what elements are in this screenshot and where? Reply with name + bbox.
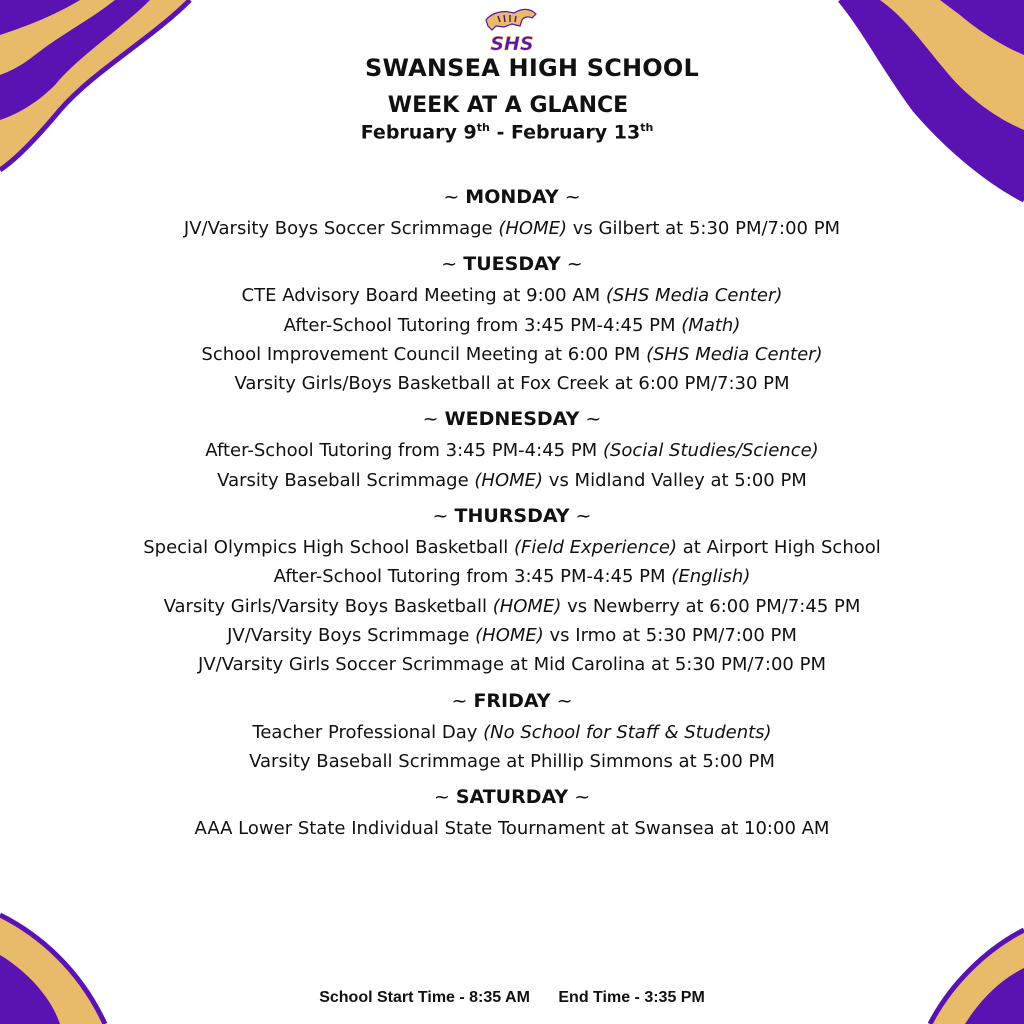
event-note: (Math) bbox=[681, 314, 741, 336]
event-text: JV/Varsity Boys Soccer Scrimmage bbox=[183, 218, 493, 239]
event-item bbox=[0, 369, 1024, 398]
date-start-suffix: th bbox=[476, 121, 490, 134]
event-text: Varsity Girls/Boys Basketball at Fox Creek at 6:00 PM/7:30 PM bbox=[234, 373, 790, 395]
event-text: JV/Varsity Girls Soccer Scrimmage at Mid Carolina at 5:30 PM/7:00 PM bbox=[198, 654, 826, 676]
event-item bbox=[0, 281, 1024, 310]
event-detail: at Airport High School bbox=[682, 537, 881, 559]
day-heading: ~ FRIDAY ~ bbox=[451, 689, 573, 712]
day-name: SATURDAY bbox=[455, 786, 569, 809]
day-wednesday bbox=[0, 406, 1024, 495]
day-tuesday bbox=[0, 251, 1024, 398]
day-name: FRIDAY bbox=[473, 689, 551, 712]
event-note: (HOME) bbox=[492, 595, 562, 617]
page-title: WEEK AT A GLANCE bbox=[387, 93, 629, 118]
event-item bbox=[0, 650, 1024, 679]
event-detail: vs Gilbert at 5:30 PM/7:00 PM bbox=[572, 218, 841, 239]
day-name: MONDAY bbox=[465, 186, 559, 208]
start-time: School Start Time - 8:35 AM bbox=[319, 989, 530, 1006]
event-item bbox=[0, 466, 1024, 495]
event-item bbox=[0, 533, 1024, 562]
end-time: End Time - 3:35 PM bbox=[558, 989, 705, 1006]
event-item bbox=[0, 747, 1024, 776]
day-name: TUESDAY bbox=[463, 253, 561, 276]
day-saturday bbox=[0, 784, 1024, 843]
event-note: (Field Experience) bbox=[514, 537, 678, 559]
day-heading: ~ WEDNESDAY ~ bbox=[422, 408, 602, 431]
event-item bbox=[0, 621, 1024, 650]
event-note: (HOME) bbox=[498, 218, 568, 239]
event-text: CTE Advisory Board Meeting at 9:00 AM bbox=[241, 285, 601, 307]
tiger-icon bbox=[486, 9, 536, 30]
event-item bbox=[0, 340, 1024, 369]
event-detail: vs Newberry at 6:00 PM/7:45 PM bbox=[567, 595, 861, 617]
day-name: WEDNESDAY bbox=[444, 408, 580, 431]
event-note: (SHS Media Center) bbox=[646, 343, 823, 365]
day-heading: ~ THURSDAY ~ bbox=[432, 505, 592, 528]
tiger-logo bbox=[482, 4, 542, 54]
event-item bbox=[0, 718, 1024, 747]
event-text: Teacher Professional Day bbox=[252, 721, 478, 743]
event-text: After-School Tutoring from 3:45 PM-4:45 PM bbox=[205, 440, 598, 462]
weekly-schedule bbox=[0, 184, 1024, 851]
day-thursday bbox=[0, 503, 1024, 679]
event-text: JV/Varsity Boys Scrimmage bbox=[227, 624, 470, 646]
event-detail: vs Irmo at 5:30 PM/7:00 PM bbox=[549, 624, 797, 646]
event-text: Varsity Baseball Scrimmage at Phillip Simmons at 5:00 PM bbox=[249, 750, 775, 772]
event-note: (English) bbox=[671, 566, 751, 588]
event-note: (Social Studies/Science) bbox=[602, 440, 819, 462]
event-note: (HOME) bbox=[475, 624, 544, 646]
event-text: Varsity Girls/Varsity Boys Basketball bbox=[163, 595, 487, 617]
day-name: THURSDAY bbox=[454, 505, 570, 528]
school-hours bbox=[0, 989, 1024, 1007]
event-item bbox=[0, 436, 1024, 465]
event-note: (No School for Staff & Students) bbox=[483, 721, 772, 743]
logo-text: SHS bbox=[490, 33, 534, 54]
date-separator: - bbox=[489, 121, 511, 144]
event-text: School Improvement Council Meeting at 6:00 PM bbox=[201, 343, 641, 365]
event-item bbox=[0, 814, 1024, 843]
date-end: February 13 bbox=[510, 121, 641, 144]
day-heading: ~ TUESDAY ~ bbox=[441, 253, 583, 276]
school-name: SWANSEA HIGH SCHOOL bbox=[365, 54, 699, 82]
event-note: (HOME) bbox=[474, 469, 544, 491]
event-text: Varsity Baseball Scrimmage bbox=[217, 469, 469, 491]
date-start: February 9 bbox=[360, 121, 477, 144]
event-text: Special Olympics High School Basketball bbox=[143, 537, 509, 559]
event-item bbox=[0, 214, 1024, 243]
event-text: After-School Tutoring from 3:45 PM-4:45 PM bbox=[283, 314, 676, 336]
day-heading: ~ MONDAY ~ bbox=[443, 186, 581, 208]
day-friday bbox=[0, 688, 1024, 777]
event-item bbox=[0, 592, 1024, 621]
day-heading: ~ SATURDAY ~ bbox=[433, 786, 591, 809]
event-text: AAA Lower State Individual State Tournament at Swansea at 10:00 AM bbox=[194, 818, 830, 840]
date-range bbox=[0, 121, 1014, 143]
event-item bbox=[0, 311, 1024, 340]
event-note: (SHS Media Center) bbox=[605, 285, 783, 307]
event-item bbox=[0, 562, 1024, 591]
date-end-suffix: th bbox=[640, 121, 654, 134]
event-text: After-School Tutoring from 3:45 PM-4:45 PM bbox=[273, 566, 666, 588]
day-monday bbox=[0, 184, 1024, 243]
event-detail: vs Midland Valley at 5:00 PM bbox=[548, 469, 807, 491]
